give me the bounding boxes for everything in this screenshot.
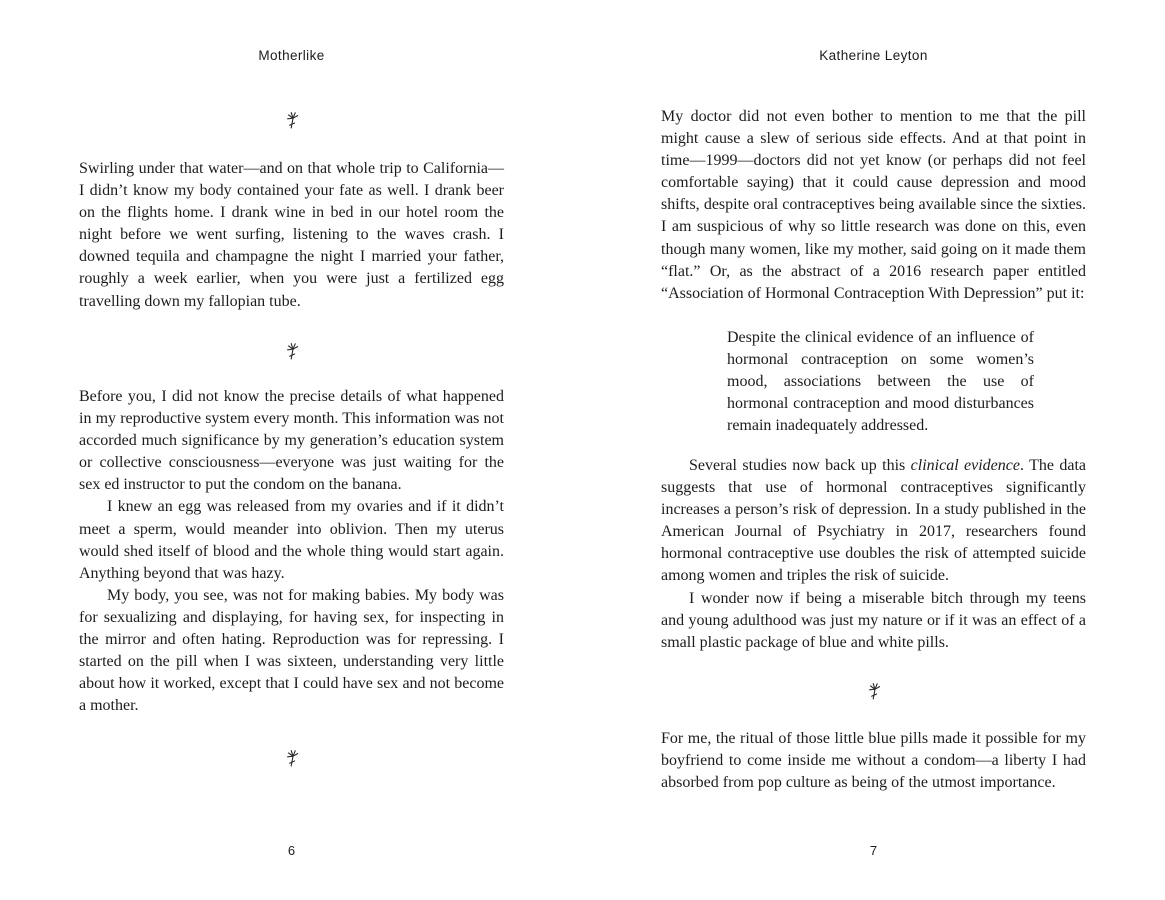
text-block [79,386,504,717]
section-break [79,110,504,129]
text-block [661,728,1086,794]
paragraph-segment: . The data suggests that use of hormonal contraceptives significantly increases a person’s risk of depression. In a study published in the American Journal of Psychiatry in 2017, researchers found hormonal contraceptive use doubles the risk of attempted suicide among women and triples the risk of suicide. [661,457,1087,585]
paragraph-segment: Several studies now back up this [689,457,911,474]
section-break [661,681,1086,700]
paragraph: My body, you see, was not for making babies. My body was for sexualizing and displaying, for having sex, for inspecting in the mirror and often hating. Reproduction was for repressing. I started on the pill when I was sixteen, understanding very little about how it worked, except that I could have sex and not become a mother. [79,586,504,715]
right-page [661,0,1086,900]
sprig-ornament-icon [866,681,882,700]
paragraph-segment-italic: clinical evidence [910,457,1020,474]
left-page [79,0,504,900]
blockquote-text: Despite the clinical evidence of an influence of hormonal contraception on some women’s mood, associations between the use of hormonal contraception and mood disturbances remain inadequately addressed. [727,329,1034,435]
paragraph: I wonder now if being a miserable bitch through my teens and young adulthood was just my nature or if it was an effect of a small plastic package of blue and white pills. [661,589,1086,651]
section-break [79,341,504,360]
running-head-title: Motherlike [258,48,325,63]
paragraph: For me, the ritual of those little blue pills made it possible for my boyfriend to come inside me without a condom—a liberty I had absorbed from pop culture as being of the utmost importance. [661,730,1086,792]
paragraph [661,455,1086,588]
sprig-ornament-icon [284,110,300,129]
text-block [661,455,1086,654]
text-block [661,106,1086,305]
sprig-ornament-icon [284,341,300,360]
text-block [79,158,504,313]
blockquote [727,327,1034,437]
page-number: 6 [287,843,296,858]
section-break [79,748,504,767]
page-number: 7 [869,843,878,858]
paragraph: Before you, I did not know the precise details of what happened in my reproductive system every month. This information was not accorded much significance by my generation’s education system or collective consciousness—everyone was just waiting for the sex ed instructor to put the condom on the banana. [79,388,504,494]
paragraph: I knew an egg was released from my ovaries and if it didn’t meet a sperm, would meander into oblivion. Then my uterus would shed itself of blood and the whole thing would start again. Anything beyond that was hazy. [79,498,504,582]
running-head-author: Katherine Leyton [819,48,928,63]
sprig-ornament-icon [284,748,300,767]
paragraph: My doctor did not even bother to mention to me that the pill might cause a slew of serious side effects. And at that point in time—1999—doctors did not yet know (or perhaps did not feel comfortable saying) that it could cause depression and mood shifts, despite oral contraceptives being available since the sixties. I am suspicious of why so little research was done on this, even though many women, like my mother, said going on it made them “flat.” Or, as the abstract of a 2016 research paper entitled “Association of Hormonal Contraception With Depression” put it: [661,108,1086,302]
paragraph: Swirling under that water—and on that whole trip to California—I didn’t know my body contained your fate as well. I drank beer on the flights home. I drank wine in bed in our hotel room the night before we went surfing, listening to the waves crash. I downed tequila and champagne the night I married your father, roughly a week earlier, when you were just a fertilized egg travelling down my fallopian tube. [79,160,504,310]
